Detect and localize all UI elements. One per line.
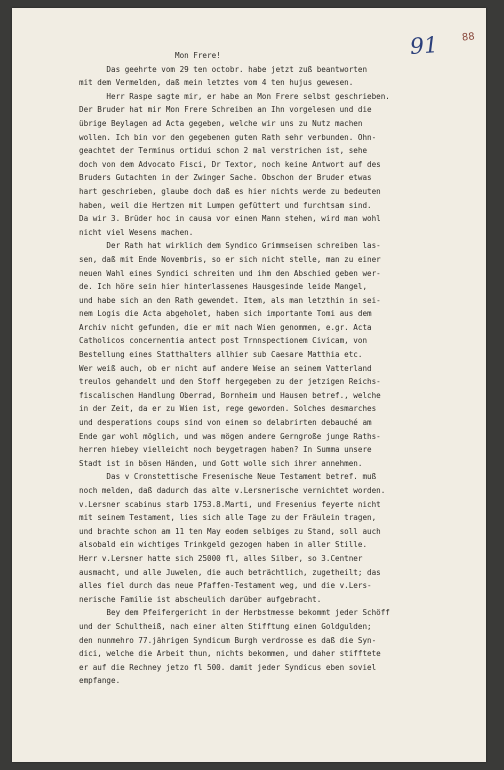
text-line: Catholicos concernentia antect post Trnnspectionem Civicam, von (79, 336, 368, 346)
text-line: ausmacht, und alle Juwelen, die auch beträchtlich, zugetheilt; das (79, 567, 381, 577)
text-line: und der Schultheiß, nach einer alten Stifftung einen Goldgulden; (79, 621, 372, 631)
text-line: dici, welche die Arbeit thun, nichts bekommen, und daher stifftete (79, 649, 381, 659)
text-line: empfange. (79, 676, 121, 686)
text-line: Der Rath hat wirklich dem Syndico Grimmseisen schreiben las- (79, 241, 381, 251)
text-line: Wer weiß auch, ob er nicht auf andere Weise an seinem Vatterland (79, 363, 372, 373)
text-line: noch melden, daß dadurch das alte v.Lersnerische vernichtet worden. (79, 486, 386, 495)
text-line: den nunmehro 77.jährigen Syndicum Burgh verdrosse es daß die Syn- (79, 635, 377, 645)
text-line: haben, weil die Hertzen mit Lumpen gefüttert und furchtsam sind. (79, 200, 372, 210)
page-number-annotation: 91 (409, 33, 439, 60)
text-line: in der Zeit, da er zu Wien ist, rege geworden. Solches desmarches (79, 404, 377, 414)
text-line: Da wir 3. Brüder hoc in causa vor einen Mann stehen, wird man wohl (79, 214, 381, 224)
text-line: fiscalischen Handlung Oberrad, Bornheim und Hausen betref., welche (79, 390, 381, 400)
text-line: treulos gehandelt und den Stoff hergegeben zu der jetzigen Reichs- (79, 377, 381, 387)
text-line: er auf die Rechney jetzo fl 500. damit jeder Syndicus eben soviel (79, 662, 377, 672)
text-line: Bey dem Pfeifergericht in der Herbstmesse bekommt jeder Schöff (79, 608, 390, 618)
text-line: alles fiel durch das neue Pfaffen-Testament weg, und die v.Lers- (79, 581, 372, 591)
text-line: Der Bruder hat mir Mon Frere Schreiben an Ihn vorgelesen und die (79, 105, 372, 115)
text-line: und habe sich an den Rath gewendet. Item, als man letzthin in sei- (79, 295, 381, 305)
text-line: nem Logis die Acta abgeholet, haben sich importante Tomi aus dem (79, 309, 372, 319)
text-line: übrige Beylagen ad Acta gegeben, welche wir uns zu Nutz machen (79, 118, 363, 128)
text-line: Das v Cronstettische Fresenische Neue Testament betref. muß (79, 472, 377, 482)
text-line: wollen. Ich bin vor den gegebenen guten Rath sehr verbunden. Ohn- (79, 132, 377, 142)
text-line: Bestellung eines Statthalters allhier sub Caesare Matthia etc. (79, 350, 363, 360)
text-line: doch von dem Advocato Fisci, Dr Textor, noch keine Antwort auf des (79, 159, 381, 169)
text-line: mit dem Vermelden, daß mein letztes vom 4 ten hujus gewesen. (79, 78, 354, 88)
text-line: mit seinem Testament, lies sich alle Tage zu der Fräulein tragen, (79, 513, 377, 523)
text-line: und desperations coups sind von einem so delabrirten debauché am (79, 418, 372, 428)
text-line: Stadt ist in bösen Händen, und Gott wolle sich ihrer annehmen. (79, 458, 363, 468)
text-line: sen, daß mit Ende Novembris, so er sich nicht stelle, man zu einer (79, 254, 381, 264)
text-line: Das geehrte vom 29 ten octobr. habe jetzt zuß beantworten (79, 64, 368, 74)
greeting: Mon Frere! (175, 51, 221, 60)
text-line: Bruders Gutachten in der Zwinger Sache. Obschon der Bruder etwas (79, 173, 372, 183)
text-line: und brachte schon am 11 ten May eodem selbiges zu Stand, soll auch (79, 526, 381, 536)
text-line: Herr v.Lersner hatte sich 25000 fl, alles Silber, so 3.Centner (79, 553, 363, 563)
text-line: Herr Raspe sagte mir, er habe an Mon Frere selbst geschrieben. (79, 91, 390, 101)
text-line: nerische Familie ist abscheulich darüber aufgebracht. (79, 594, 322, 604)
text-line: alsobald ein wichtiges Trinkgeld gezogen haben in aller Stille. (79, 540, 368, 550)
text-line: Archiv nicht gefunden, die er mit nach Wien genommen, e.gr. Acta (79, 322, 372, 332)
text-line: v.Lersner scabinus starb 1753.8.Marti, und Fresenius feyerte nicht (79, 499, 381, 509)
text-line: hart geschrieben, glaube doch daß es hier nichts werde zu bedeuten (79, 186, 381, 196)
archive-mark: 88 (461, 31, 476, 44)
text-line: neuen Wahl eines Syndici schreiten und ihm den Abschied geben wer- (79, 268, 381, 278)
text-line: geachtet der Terminus ortidui schon 2 mal verstrichen ist, sehe (79, 146, 368, 156)
text-line: Ende gar wohl möglich, und was mögen andere Gerngroße junge Raths- (79, 431, 381, 441)
letter-lines (79, 63, 489, 688)
letter-body (79, 49, 489, 688)
text-line: de. Ich höre sein hier hinterlassenes Hausgesinde leide Mangel, (79, 282, 368, 292)
text-line: herren hiebey vielleicht noch beygetragen haben? In Summa unsere (79, 445, 372, 455)
text-line: nicht viel Wesens machen. (79, 227, 194, 237)
